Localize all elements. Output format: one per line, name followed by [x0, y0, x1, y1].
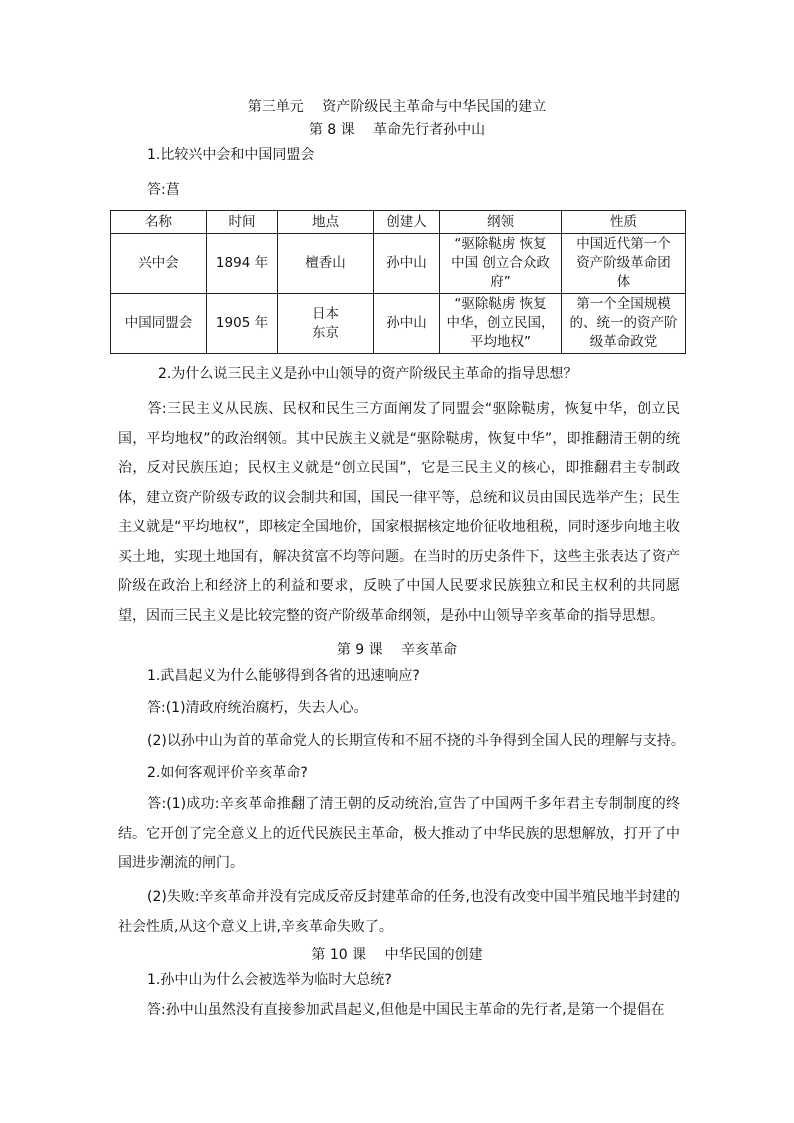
cell-line: “驱除鞑虏 恢复	[454, 296, 547, 312]
lesson-9-answer-2-part-2	[118, 883, 680, 942]
lesson-10-title: 第 10 课 中华民国的创建	[311, 947, 483, 963]
cell-line: 的、统一的资产阶	[569, 315, 678, 331]
cell-time: 1905 年	[207, 294, 278, 354]
header-founder: 创建人	[374, 211, 440, 234]
lesson-9-title: 第 9 课 辛亥革命	[336, 642, 458, 658]
cell-line: 日本	[312, 305, 339, 322]
cell-line: 第一个全国规模	[576, 296, 671, 312]
lesson-8-answer-1-label: 答:菖	[147, 182, 180, 198]
cell-program	[440, 234, 562, 294]
lesson-10-answer-1	[118, 996, 680, 1026]
header-place: 地点	[278, 211, 374, 234]
cell-line: “驱除鞑虏 恢复	[454, 236, 547, 252]
cell-line: 中国近代第一个	[576, 236, 671, 252]
lesson-9-answer-2-part-1	[118, 790, 680, 879]
answer-text: (2)失败:辛亥革命并没有完成反帝反封建革命的任务,也没有改变中国半殖民地半封建的社会性质,从这个意义上讲,辛亥革命失败了。	[118, 889, 680, 935]
header-program: 纲领	[440, 211, 562, 234]
lesson-8-answer-2	[118, 395, 680, 631]
cell-place: 檀香山	[278, 234, 374, 294]
cell-line: 级革命政党	[589, 334, 658, 350]
lesson-8-question-1: 1.比较兴中会和中国同盟会	[147, 147, 315, 163]
cell-nature	[562, 294, 686, 354]
table-row	[111, 234, 686, 294]
cell-line: 体	[616, 274, 631, 290]
cell-name: 中国同盟会	[111, 294, 207, 354]
lesson-8-question-2: 2.为什么说三民主义是孙中山领导的资产阶级民主革命的指导思想？	[158, 366, 578, 382]
comparison-table	[110, 210, 686, 354]
header-time: 时间	[207, 211, 278, 234]
table-header-row	[111, 211, 686, 234]
cell-line: 府”	[490, 274, 511, 290]
unit-title: 第三单元 资产阶级民主革命与中华民国的建立	[247, 99, 547, 115]
cell-program	[440, 294, 562, 354]
answer-text: 答:孙中山虽然没有直接参加武昌起义,但他是中国民主革命的先行者,是第一个提倡在	[147, 1002, 665, 1018]
answer-text: 答:三民主义从民族、民权和民生三方面阐发了同盟会“驱除鞑虏，恢复中华，创立民国，平均地权”的政治纲领。其中民族主义就是“驱除鞑虏，恢复中华”，即推翻清王朝的统治，反对民族压迫；民权主义就是“创立民国”，它是三民主义的核心，即推翻君主专制政体，建立资产阶级专政的议会制共和国，国民一律平等，总统和议员由国民选举产生；民生主义就是“平均地权”，即核定全国地价，国家根据核定地价征收地租税，同时逐步向地主收买土地，实现土地国有，解决贫富不均等问题。在当时的历史条件下，这些主张表达了资产阶级在政治上和经济上的利益和要求，反映了中国人民要求民族独立和民主权利的共同愿望，因而三民主义是比较完整的资产阶级革命纲领，是孙中山领导辛亥革命的指导思想。	[118, 401, 680, 624]
cell-line: 资产阶级革命团	[576, 255, 671, 271]
lesson-8-title: 第 8 课 革命先行者孙中山	[308, 122, 486, 138]
cell-founder: 孙中山	[374, 294, 440, 354]
cell-line: 东京	[312, 324, 339, 341]
cell-time: 1894 年	[207, 234, 278, 294]
cell-founder: 孙中山	[374, 234, 440, 294]
lesson-9-answer-1-part-2: (2)以孙中山为首的革命党人的长期宣传和不屈不挠的斗争得到全国人民的理解与支持。	[147, 733, 685, 749]
cell-place	[278, 294, 374, 354]
cell-line: 中华，创立民国，	[446, 315, 555, 331]
lesson-9-question-2: 2.如何客观评价辛亥革命?	[147, 765, 308, 781]
answer-text: 答:(1)成功:辛亥革命推翻了清王朝的反动统治,宣告了中国两千多年君主专制制度的终结。它开创了完全意义上的近代民族民主革命，极大推动了中华民族的思想解放，打开了中国进步潮流的闸门。	[118, 796, 680, 871]
cell-line: 中国 创立合众政	[451, 255, 550, 271]
lesson-9-answer-1-part-1: 答:(1)清政府统治腐朽，失去人心。	[147, 700, 368, 716]
table-row	[111, 294, 686, 354]
lesson-9-question-1: 1.武昌起义为什么能够得到各省的迅速响应?	[147, 668, 420, 684]
lesson-10-question-1: 1.孙中山为什么会被选举为临时大总统?	[147, 972, 392, 988]
cell-name: 兴中会	[111, 234, 207, 294]
header-name: 名称	[111, 211, 207, 234]
cell-line: 平均地权”	[470, 334, 531, 350]
header-nature: 性质	[562, 211, 686, 234]
cell-nature	[562, 234, 686, 294]
